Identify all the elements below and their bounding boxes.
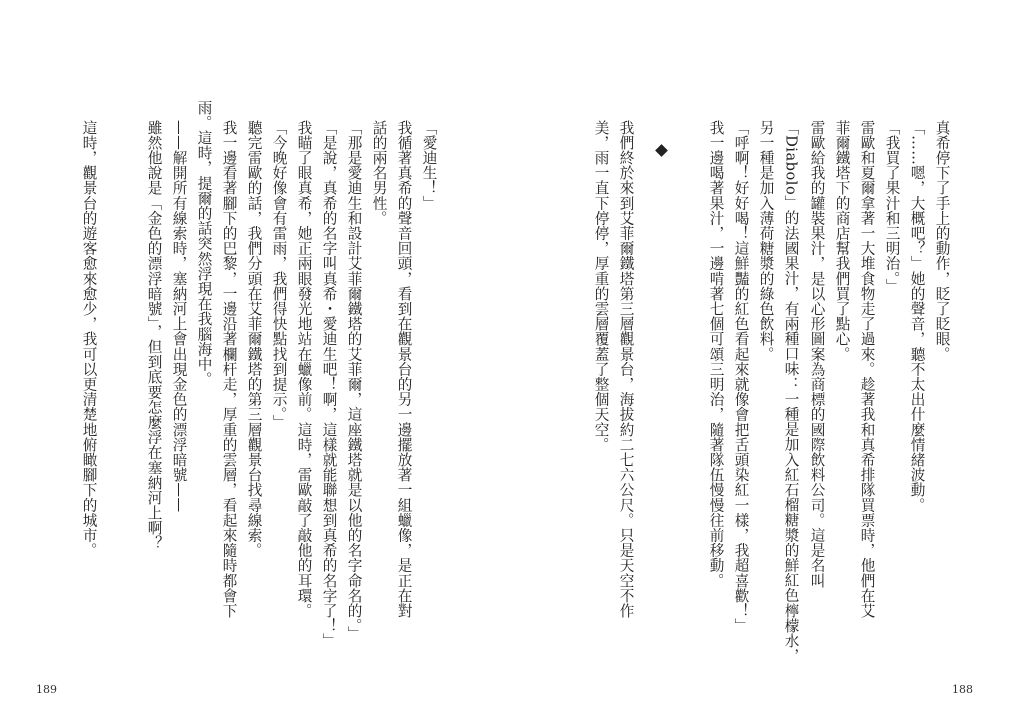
page-number: 189 xyxy=(36,683,57,696)
text-line: 話的兩名男性。 xyxy=(370,120,388,226)
text-line: ——解開所有線索時，塞納河上會出現金色的漂浮暗號—— xyxy=(170,120,188,513)
page-number: 188 xyxy=(952,683,973,696)
text-line: 雨。這時，提爾的話突然浮現在我腦海中。 xyxy=(195,100,213,387)
text-line: 真希停下了手上的動作，眨了眨眼。 xyxy=(933,120,951,362)
text-line: 這時，觀景台的遊客愈來愈少，我可以更清楚地俯瞰腳下的城市。 xyxy=(80,120,98,558)
text-line: 美，雨一直下停停，厚重的雲層覆蓋了整個天空。 xyxy=(592,120,610,453)
text-line: 「Diabolo」的法國果汁，有兩種口味：一種是加入紅石榴糖漿的鮮紅色檸檬水， xyxy=(782,120,800,664)
text-line: 「今晚好像會有雷雨，我們得快點找到提示。」 xyxy=(270,120,288,430)
text-line: 雖然他說是「金色的漂浮暗號」，但到底要怎麼浮在塞納河上啊？ xyxy=(145,120,163,551)
text-line: 我一邊看著腳下的巴黎，一邊沿著欄杆走，厚重的雲層，看起來隨時都會下 xyxy=(220,120,238,619)
text-line: 「……嗯，大概吧？」她的聲音，聽不太出什麼情緒波動。 xyxy=(908,120,926,513)
section-break-diamond xyxy=(655,144,668,157)
text-line: 「愛迪生！」 xyxy=(420,120,438,211)
text-line: 我們終於來到艾菲爾鐵塔第三層觀景台，海拔約二七六公尺。只是天空不作 xyxy=(617,120,635,619)
text-line: 「是說，真希的名字叫真希・愛迪生吧！啊，這樣就能聯想到真希的名字了！」 xyxy=(320,120,338,649)
text-line: 我循著真希的聲音回頭，看到在觀景台的另一邊擺放著一組蠟像，是正在對 xyxy=(395,120,413,619)
text-line: 我一邊喝著果汁，一邊啃著七個可頌三明治，隨著隊伍慢慢往前移動。 xyxy=(707,120,725,589)
text-line: 雷歐和夏爾拿著一大堆食物走了過來。趁著我和真希排隊買票時，他們在艾 xyxy=(858,120,876,619)
text-line: 「我買了果汁和三明治。」 xyxy=(883,120,901,294)
text-line: 另一種是加入薄荷糖漿的綠色飲料。 xyxy=(757,120,775,362)
text-line: 「那是愛迪生和設計艾菲爾鐵塔的艾菲爾，這座鐵塔就是以他的名字命名的。」 xyxy=(345,120,363,642)
right-page xyxy=(512,0,1024,727)
text-line: 聽完雷歐的話，我們分頭在艾菲爾鐵塔的第三層觀景台找尋線索。 xyxy=(245,120,263,558)
text-line: 菲爾鐵塔下的商店幫我們買了點心。 xyxy=(833,120,851,362)
text-line: 我瞄了眼真希，她正兩眼發光地站在蠟像前。這時，雷歐敲了敲他的耳環。 xyxy=(295,120,313,619)
text-line: 雷歐給我的罐裝果汁，是以心形圖案為商標的國際飲料公司。這是名叫 xyxy=(808,120,826,589)
text-line: 「呼啊！好好喝！這鮮豔的紅色看起來就像會把舌頭染紅一樣，我超喜歡！」 xyxy=(732,120,750,634)
